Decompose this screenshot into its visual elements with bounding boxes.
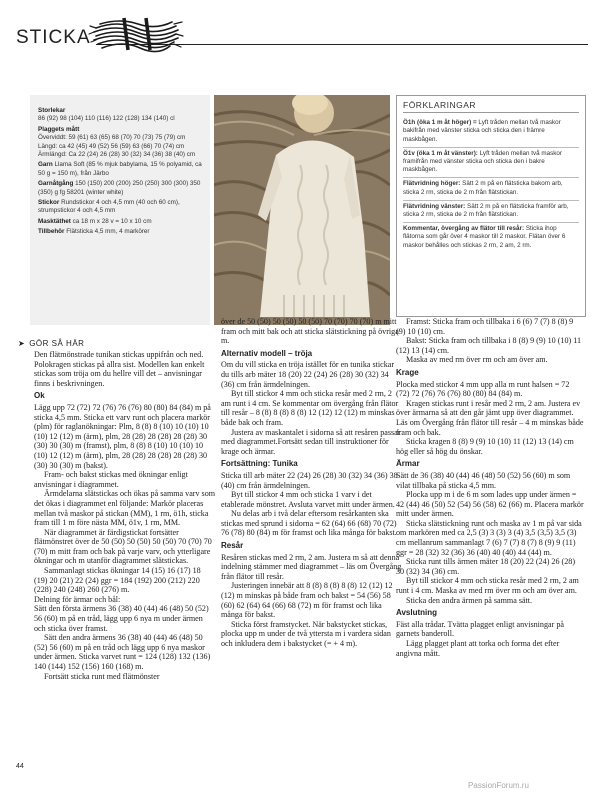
paragraph: Lägg plagget plant att torka och forma det efter angivna mått. bbox=[396, 639, 560, 658]
paragraph: Sticka runt tills ärmen mäter 18 (20) 22 (24) 26 (28) 30 (32) 34 (36) cm. bbox=[396, 557, 576, 576]
section-heading: ➤ GÖR SÅ HÄR bbox=[18, 339, 85, 348]
paragraph: Byt till stickor 4 mm och sticka resår med 2 rm, 2 am runt i 4 cm. Maska av med rm över rm och am över am. bbox=[396, 576, 579, 596]
paragraph: Sticka kragen 8 (8) 9 (9) 10 (10) 11 (12) 13 (14) cm hög eller så hög du önskar. bbox=[396, 437, 574, 456]
paragraph: Sticka först framstycket. När bakstycket stickas, plocka upp m under de två yttersta m i vardera sidan och inkludera dem i bakstycket (= + 4 m). bbox=[221, 619, 391, 648]
paragraph: Resåren stickas med 2 rm, 2 am. Justera m så att denna indelning stämmer med diagrammet – läs om Övergång från flätor till resår. bbox=[221, 552, 402, 581]
legend-title: FÖRKLARINGAR bbox=[403, 101, 579, 113]
subheading: Ok bbox=[34, 391, 45, 401]
legend-item: Ö1h (öka 1 m åt höger) = Lyft tråden mellan två maskor bakifrån med vänster sticka och sticka den i främre maskbågen. bbox=[403, 117, 579, 148]
legend-item: Kommentar, övergång av flätor till resår: Sticka ihop flätorna som går över 4 maskor till 2 maskor. Flätan över 6 maskor behålles och stickas 2 rm, 2 am, 2 rm. bbox=[403, 225, 566, 249]
paragraph: Kragen stickas runt i resår med 2 rm, 2 am. Justera ev över ärmarna så att den går jämt upp över diagrammet. Läs om Övergång från flätor till resår – 4 m minskas både fram och bak. bbox=[396, 398, 584, 437]
paragraph: Sätt de 36 (38) 40 (44) 46 (48) 50 (52) 56 (60) m som vilat tillbaka på sticka 4,5 mm. bbox=[396, 470, 571, 490]
paragraph: Fortsätt sticka runt med flätmönster bbox=[44, 671, 160, 681]
paragraph: Sätt den första ärmens 36 (38) 40 (44) 46 (48) 50 (52) 56 (60) m på en tråd, lägg upp 6 nya m under ärmen och sticka över framst. bbox=[34, 604, 209, 633]
paragraph: Nu delas arb i två delar eftersom resårkanten ska stickas med sprund i sidorna = 62 (64) 66 (68) 70 (72) 76 (78) 80 (84) m för framst och lika många för bakst. bbox=[221, 509, 397, 538]
paragraph: Fäst alla trådar. Tvätta plagget enligt anvisningar på garnets banderoll. bbox=[396, 619, 564, 639]
column-2 bbox=[221, 317, 403, 649]
spec-yarn-amount: Garnåtgång 150 (150) 200 (200) 250 (250) 300 (300) 350 (350) g fg 58201 (winter white) bbox=[38, 180, 201, 196]
paragraph: När diagrammet är färdigstickat fortsätter flätmönstret över de 50 (50) 50 (50) 50 (50) 70 (70) 70 (70) m mitt fram och bak på varje varv, och ytterligare ökningar och m utanför diagrammet slätstickas. bbox=[34, 527, 212, 566]
spec-measurements: Plaggets mått Överviddt: 59 (61) 63 (65) 68 (70) 70 (73) 75 (79) cm Längd: ca 42 (45) 49 (52) 56 (59) 63 (66) 70 (74) cm Ärmlängd: Ca 22 (24) 26 (28) 30 (32) 34 (36) 38 (40) cm bbox=[38, 125, 196, 159]
paragraph: Bakst: Sticka fram och tillbaka i 8 (8) 9 (9) 10 (10) 11 (12) 13 (14) cm. bbox=[396, 336, 582, 355]
subheading: Alternativ modell – tröja bbox=[221, 348, 313, 358]
child-photo bbox=[214, 95, 390, 325]
legend-item: Flätvridning vänster: Sätt 2 m på en flätsticka framför arb, sticka 2 rm, sticka de 2 m från flätstickan. bbox=[403, 201, 579, 223]
paragraph: Framst: Sticka fram och tillbaka i 6 (6) 7 (7) 8 (8) 9 (9) 10 (10) cm. bbox=[396, 317, 574, 336]
specs-box bbox=[30, 95, 210, 325]
page-number: 44 bbox=[16, 763, 24, 770]
legend-item: Ö1v (öka 1 m åt vänster): Lyft tråden mellan två maskor framifrån med vänster sticka och sticka den i bakre maskbågen. bbox=[403, 148, 579, 179]
column-3 bbox=[396, 317, 584, 658]
paragraph: Den flätmönstrade tunikan stickas uppifrån och ned. Polokragen stickas på allra sist. Modellen kan enkelt stickas som tröja om du hellre vill det – anvisningar finns i beskrivningen. bbox=[34, 350, 205, 388]
spec-needles: Stickor Rundstickor 4 och 4,5 mm (40 och 60 cm), strumpstickor 4 och 4,5 mm bbox=[38, 199, 180, 215]
paragraph: Plocka med stickor 4 mm upp alla m runt halsen = 72 (72) 72 (76) 76 (76) 80 (80) 84 (84) m. bbox=[396, 379, 570, 399]
paragraph: Fram- och bakst stickas med ökningar enligt anvisningar i diagrammet. bbox=[34, 470, 188, 489]
paragraph: Maska av med rm över rm och am över am. bbox=[406, 355, 548, 365]
paragraph: Ärmdelarna slätstickas och ökas på samma varv som det ökas i diagrammet enl följande: Markör placeras mellan två maskor på stickan (MM), 1 rm, ö1h, sticka fram till 1 m före nästa MM, ö1v, 1 rm, MM. bbox=[34, 489, 216, 528]
paragraph: Delning för ärmar och bål: bbox=[34, 594, 121, 604]
legend-box bbox=[396, 95, 586, 317]
paragraph: Sätt den andra ärmens 36 (38) 40 (44) 46 (48) 50 (52) 56 (60) m på en tråd och lägg upp 6 nya maskor under ärmen. Sticka varvet runt = 124 (128) 132 (136) 140 (144) 152 (156) 160 (168) m. bbox=[34, 633, 211, 671]
arrow-icon: ➤ bbox=[18, 339, 26, 348]
spec-yarn: Garn Llama Soft (85 % mjuk babylama, 15 % polyamid, ca 50 g = 150 m), från Järbo bbox=[38, 161, 202, 177]
subheading: Ärmar bbox=[396, 459, 420, 469]
paragraph: Justeringen innebär att 8 (8) 8 (8) 8 (8) 12 (12) 12 (12) m minskas på både fram och bakst = 54 (56) 58 (60) 62 (64) 64 (66) 68 (72) m för framst och lika många för bakst. bbox=[221, 581, 393, 620]
subheading: Krage bbox=[396, 367, 419, 377]
spec-sizes: Storlekar 86 (92) 98 (104) 110 (116) 122 (128) 134 (140) cl bbox=[38, 107, 175, 123]
paragraph: Om du vill sticka en tröja istället för en tunika stickar du tills arb mäter 18 (20) 22 (24) 26 (28) 30 (32) 34 (36) cm från ärmdelningen. bbox=[221, 360, 395, 389]
paragraph: Sticka slätstickning runt och maska av 1 m på var sida om markören med ca 2,5 (3) 3 (3) 3 (4) 3,5 (3,5) 3,5 (3) cm mellanrum sammanlagt 7 (6) 7 (7) 8 (7) 8 (9) 9 (11) ggr = 28 (32) 32 (36) 36 (40) 40 (40) 44 (44) m. bbox=[396, 518, 582, 557]
watermark: PassionForum.ru bbox=[468, 781, 529, 790]
paragraph: Plocka upp m i de 6 m som lades upp under ärmen = 42 (44) 46 (50) 52 (54) 56 (58) 62 (66) m. Placera markör mitt under ärmen. bbox=[396, 490, 584, 519]
subheading: Resår bbox=[221, 541, 244, 551]
subheading: Fortsättning: Tunika bbox=[221, 459, 298, 469]
column-1 bbox=[34, 350, 216, 681]
legend-item: Flätvridning höger: Sätt 2 m på en flätsticka bakom arb, sticka 2 rm, sticka de 2 m från flätstickan. bbox=[403, 178, 579, 200]
paragraph: Sticka till arb mäter 22 (24) 26 (28) 30 (32) 34 (36) 38 (40) cm från ärmdelningen. bbox=[221, 470, 398, 490]
paragraph: över de 50 (50) 50 (50) 50 (50) 70 (70) 70 (70) m mitt fram och mitt bak och att sticka slätstickning på övriga m. bbox=[221, 317, 399, 346]
paragraph: Sammanlagt stickas ökningar 14 (15) 16 (17) 18 (19) 20 (21) 22 (24) ggr = 184 (192) 200 (212) 220 (228) 240 (248) 260 (276) m. bbox=[34, 566, 201, 595]
paragraph: Sticka den andra ärmen på samma sätt. bbox=[406, 595, 533, 605]
paragraph: Byt till stickor 4 mm och sticka resår med 2 rm, 2 am runt i 4 cm. Se kommentar om övergång från flätor till resår – 8 (8) 8 (8) 8 (8) 12 (12) 12 (12) m minskas både bak och fram. bbox=[221, 389, 399, 427]
paragraph: Lägg upp 72 (72) 72 (76) 76 (76) 80 (80) 84 (84) m på sticka 4,5 mm. Sticka ett varv runt och placera markör (plm) för raglanökningar: Plm, 8 (8) 8 (10) 10 (10) 10 (10) 12 (12) m (ärm), plm, 28 (28) 28 (28) 28 (28) 30 (30) 30 (30) m (framst), plm, 8 (8) 8 (10) 10 (10) 10 (10) 12 (12) m (ärm), plm, 28 (28) 28 (28) 28 (28) 30 (30) 30 (30) m (bakst). bbox=[34, 402, 211, 470]
subheading: Avslutning bbox=[396, 608, 438, 618]
paragraph: Justera av maskantalet i sidorna så att resåren passar med diagrammet.Fortsätt sedan till instruktioner för krage och ärmar. bbox=[221, 427, 401, 456]
paragraph: Byt till stickor 4 mm och sticka 1 varv i det etablerade mönstret. Avsluta varvet mitt under ärmen. bbox=[221, 490, 395, 509]
page-title: STICKA bbox=[16, 27, 91, 48]
spec-notions: Tillbehör Flätsticka 4,5 mm, 4 markörer bbox=[38, 228, 150, 236]
spec-gauge: Masktäthet ca 18 m x 28 v = 10 x 10 cm bbox=[38, 217, 152, 225]
yarn-skein-icon bbox=[88, 14, 184, 54]
